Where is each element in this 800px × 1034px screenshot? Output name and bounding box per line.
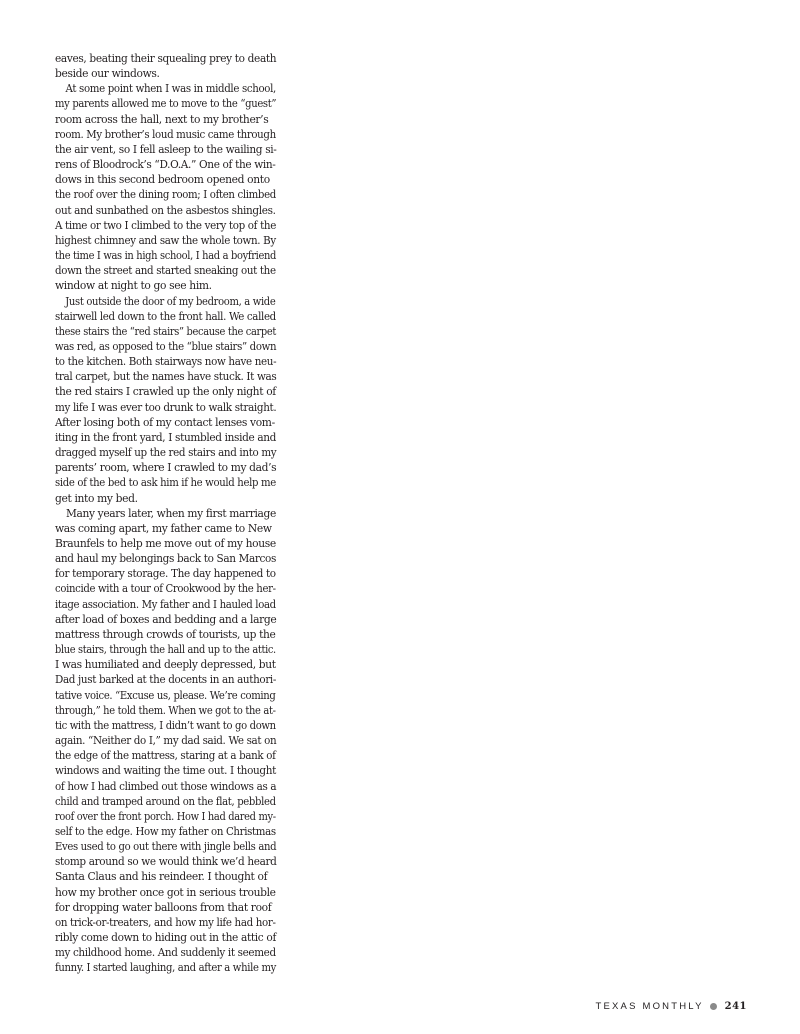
text-line: for dropping water balloons from that roof (55, 900, 272, 914)
text-line: the air vent, so I fell asleep to the wailing si- (55, 142, 277, 156)
text-line: Eves used to go out there with jingle bells and (55, 840, 277, 854)
text-line: my parents allowed me to move to the “guest” (55, 97, 277, 111)
text-line: was red, as opposed to the “blue stairs” down (55, 339, 277, 353)
text-line: again. “Neither do I,” my dad said. We sat on (55, 734, 277, 748)
text-line: blue stairs, through the hall and up to the attic. (55, 643, 276, 657)
text-line: dragged myself up the red stairs and into my (55, 446, 277, 460)
text-line: rens of Bloodrock’s “D.O.A.” One of the win- (55, 158, 276, 172)
text-line: and haul my belongings back to San Marcos (55, 552, 276, 566)
text-line: funny. I started laughing, and after a while my (55, 961, 277, 975)
text-line: mattress through crowds of tourists, up the (55, 627, 276, 641)
text-line: the time I was in high school, I had a boyfriend (55, 249, 277, 263)
text-line: ribly come down to hiding out in the attic of (55, 931, 277, 945)
text-line: of how I had climbed out those windows as a (55, 779, 277, 793)
text-line: A time or two I climbed to the very top of the (55, 218, 276, 232)
text-line: Braunfels to help me move out of my house (55, 537, 276, 550)
text-line: Santa Claus and his reindeer. I thought of (55, 870, 268, 884)
text-line: roof over the front porch. How I had dared my- (55, 809, 276, 823)
text-line: dows in this second bedroom opened onto (55, 173, 270, 187)
text-line: beside our windows. (55, 67, 160, 81)
text-line: after load of boxes and bedding and a large (55, 612, 277, 626)
text-line: Dad just barked at the docents in an authori- (55, 673, 277, 687)
text-line: down the street and started sneaking out the (55, 264, 276, 278)
text-line: child and tramped around on the flat, pebbled (55, 794, 276, 808)
text-line: on trick-or-treaters, and how my life had hor- (55, 915, 276, 929)
text-line: how my brother once got in serious trouble (55, 885, 276, 899)
text-line: the roof over the dining room; I often climbed (55, 188, 276, 202)
bullet-dot-icon (710, 1003, 717, 1010)
text-line: After losing both of my contact lenses vom- (55, 415, 275, 429)
text-line: I was humiliated and deeply depressed, but (55, 658, 276, 672)
text-line: for temporary storage. The day happened to (55, 567, 276, 581)
article-column (55, 51, 276, 976)
text-line: self to the edge. How my father on Christmas (55, 824, 276, 838)
text-line: the red stairs I crawled up the only night of (55, 385, 276, 399)
text-line: itage association. My father and I hauled load (55, 597, 276, 611)
text-line: tic with the mattress, I didn’t want to go down (55, 718, 276, 732)
text-line: highest chimney and saw the whole town. By (55, 233, 276, 247)
text-line: window at night to go see him. (55, 279, 212, 293)
page-number: 241 (724, 1001, 747, 1012)
text-line: was coming apart, my father came to New (55, 521, 272, 535)
text-line: parents’ room, where I crawled to my dad’s (55, 461, 277, 475)
text-line: Many years later, when my first marriage (65, 506, 276, 520)
text-line: eaves, beating their squealing prey to death (55, 52, 277, 65)
text-line: out and sunbathed on the asbestos shingles. (55, 203, 276, 217)
text-line: At some point when I was in middle school, (65, 82, 276, 96)
text-line: to the kitchen. Both stairways now have neu- (55, 355, 277, 369)
text-line: room. My brother’s loud music came through (55, 127, 276, 141)
page-footer (595, 1001, 747, 1012)
text-line: coincide with a tour of Crookwood by the her- (55, 582, 276, 596)
text-line: the edge of the mattress, staring at a bank of (55, 749, 276, 763)
text-line: stomp around so we would think we’d heard (55, 855, 277, 869)
text-line: get into my bed. (55, 491, 138, 505)
text-line: side of the bed to ask him if he would help me (55, 476, 276, 490)
text-line: through,” he told them. When we got to the at- (55, 703, 276, 717)
text-line: iting in the front yard, I stumbled inside and (55, 430, 277, 444)
text-line: tral carpet, but the names have stuck. It was (55, 370, 277, 384)
text-line: stairwell led down to the front hall. We called (55, 309, 276, 323)
text-line: these stairs the “red stairs” because the carpet (55, 324, 277, 338)
text-line: Just outside the door of my bedroom, a wide (65, 294, 276, 308)
text-line: my childhood home. And suddenly it seemed (55, 946, 276, 960)
text-line: my life I was ever too drunk to walk straight. (55, 400, 277, 414)
magazine-name: TEXAS MONTHLY (595, 1001, 704, 1012)
text-line: windows and waiting the time out. I thought (55, 764, 277, 778)
text-line: room across the hall, next to my brother’s (55, 112, 269, 126)
text-line: tative voice. “Excuse us, please. We’re coming (55, 688, 276, 702)
